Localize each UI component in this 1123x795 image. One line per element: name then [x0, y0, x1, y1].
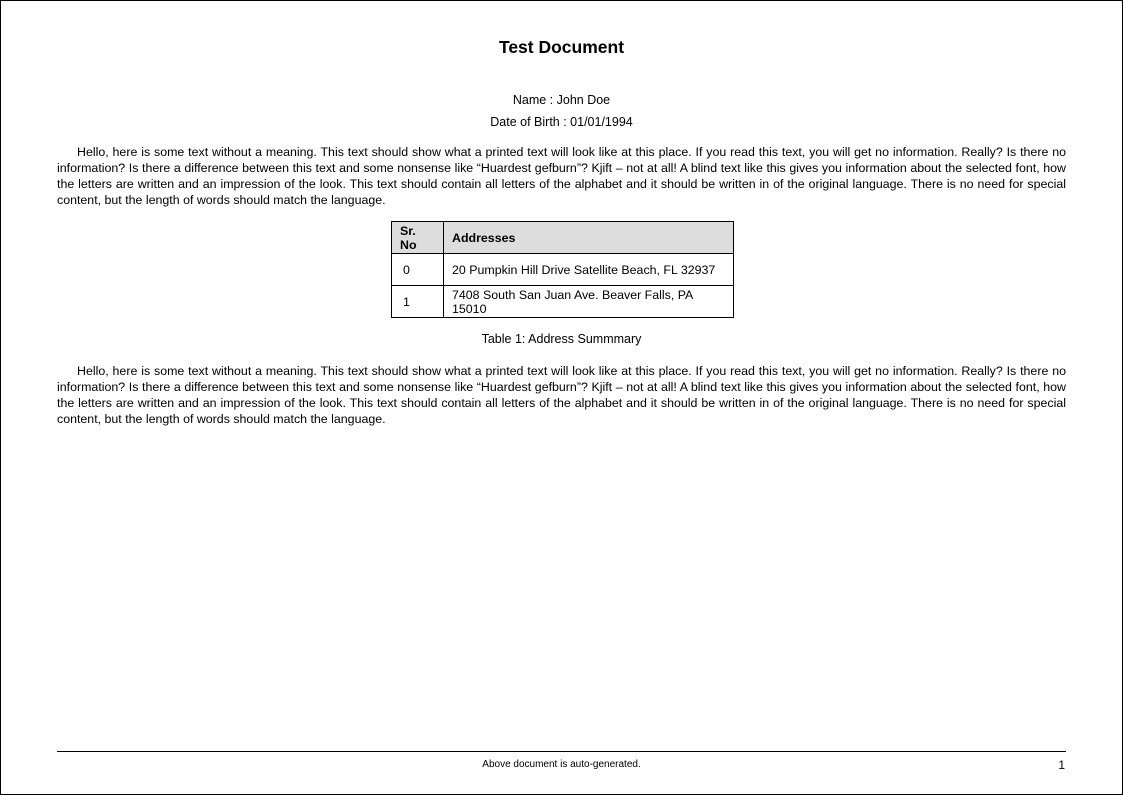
column-header-addresses: Addresses: [444, 222, 734, 254]
footer-divider: [57, 751, 1066, 752]
column-header-sr-no: Sr. No: [392, 222, 444, 254]
table-caption: Table 1: Address Summmary: [481, 332, 642, 346]
footer-note: Above document is auto-generated.: [482, 759, 641, 770]
name-line: Name : John Doe: [512, 93, 611, 107]
table-header-row: [392, 222, 734, 254]
table-row: [392, 286, 734, 318]
address-table-container: [391, 221, 734, 318]
table-cell-address: 20 Pumpkin Hill Drive Satellite Beach, FL 32937: [444, 254, 734, 286]
page-number: 1: [1058, 758, 1065, 772]
table-row: [392, 254, 734, 286]
table-cell-sr-no: 1: [392, 286, 444, 318]
document-title: Test Document: [498, 37, 625, 57]
body-paragraph: Hello, here is some text without a meaning. This text should show what a printed text will look like at this place. If you read this text, you will get no information. Really? Is there no information? Is there a difference between this text and some nonsense like “Huardest gefburn”? Kjift – not at all! A blind text like this gives you information about the selected font, how the letters are written and an impression of the look. This text should contain all letters of the alphabet and it should be written in of the original language. There is no need for special content, but the length of words should match the language.: [57, 364, 1066, 426]
date-of-birth-line: Date of Birth : 01/01/1994: [490, 115, 633, 129]
table-cell-address: 7408 South San Juan Ave. Beaver Falls, PA 15010: [444, 286, 734, 318]
table-cell-sr-no: 0: [392, 254, 444, 286]
body-paragraph: Hello, here is some text without a meaning. This text should show what a printed text will look like at this place. If you read this text, you will get no information. Really? Is there no information? Is there a difference between this text and some nonsense like “Huardest gefburn”? Kjift – not at all! A blind text like this gives you information about the selected font, how the letters are written and an impression of the look. This text should contain all letters of the alphabet and it should be written in of the original language. There is no need for special content, but the length of words should match the language.: [57, 145, 1066, 207]
address-table: [391, 221, 734, 318]
